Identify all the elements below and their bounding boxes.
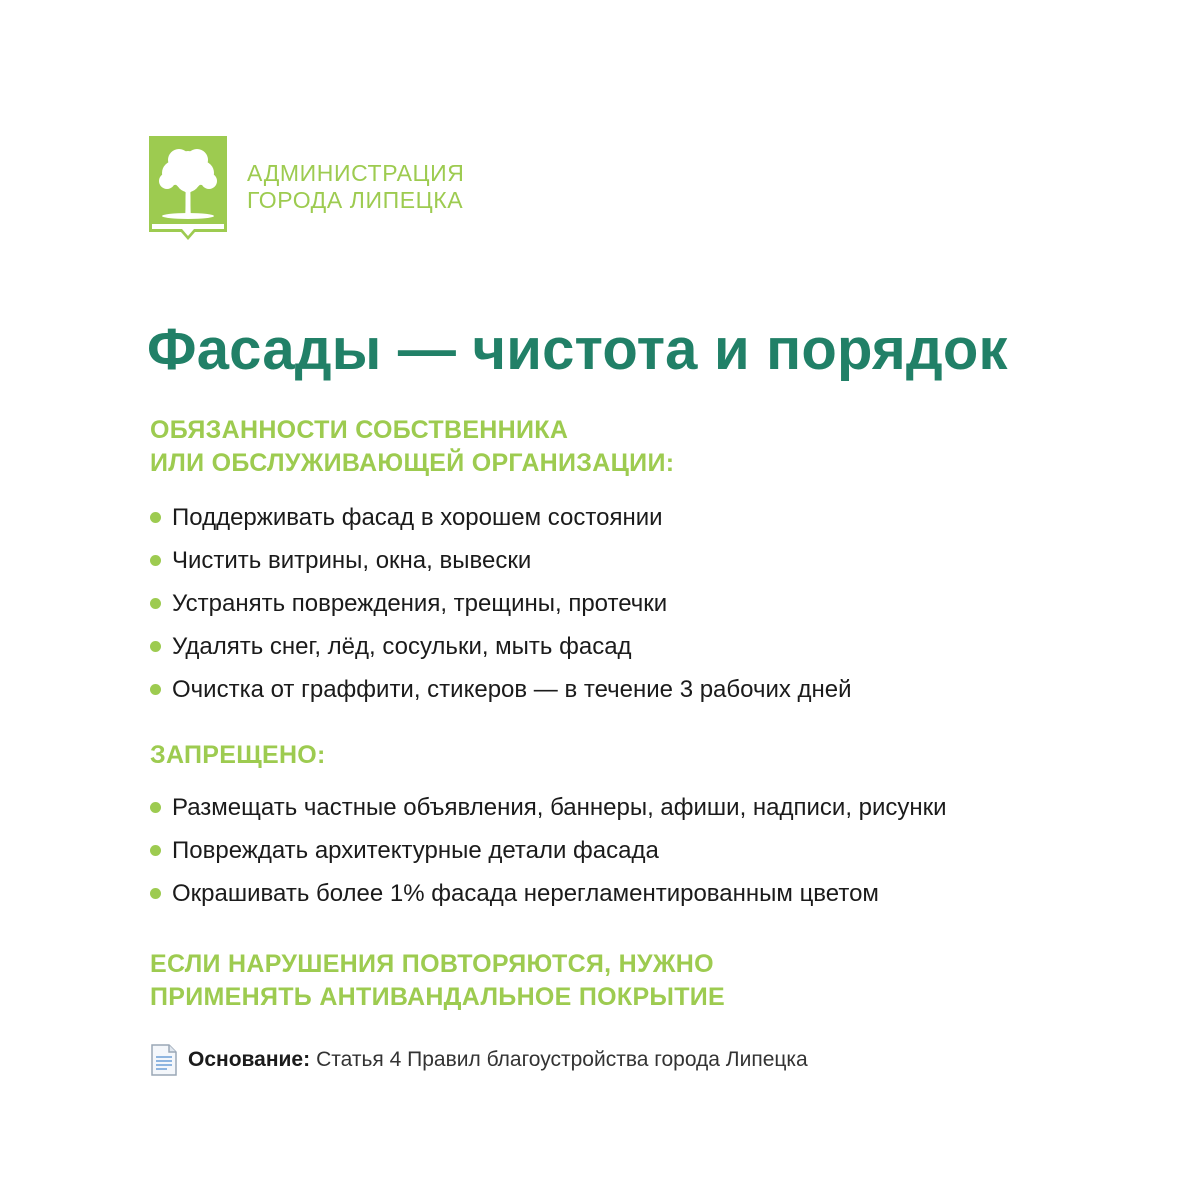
bullet-icon <box>150 684 161 695</box>
basis-footnote <box>150 1044 808 1076</box>
duties-heading <box>150 414 674 480</box>
duties-heading-line2: ИЛИ ОБСЛУЖИВАЮЩЕЙ ОРГАНИЗАЦИИ: <box>150 449 675 477</box>
prohibited-heading <box>150 739 326 772</box>
duties-heading-line1: ОБЯЗАННОСТИ СОБСТВЕННИКА <box>150 416 569 444</box>
bullet-icon <box>150 888 161 899</box>
prohibited-heading-text: ЗАПРЕЩЕНО: <box>150 741 326 769</box>
list-item-text: Повреждать архитектурные детали фасада <box>172 836 659 864</box>
organization-name-line2: ГОРОДА ЛИПЕЦКА <box>247 187 464 213</box>
tree-emblem-icon <box>149 136 227 242</box>
list-item-text: Очистка от граффити, стикеров — в течение 3 рабочих дней <box>172 675 852 703</box>
bullet-icon <box>150 598 161 609</box>
list-item <box>150 539 852 582</box>
bullet-icon <box>150 845 161 856</box>
organization-name <box>247 160 465 214</box>
prohibited-list <box>150 786 947 915</box>
list-item-text: Удалять снег, лёд, сосульки, мыть фасад <box>172 632 632 660</box>
list-item-text: Поддерживать фасад в хорошем состоянии <box>172 503 663 531</box>
list-item <box>150 625 852 668</box>
note-line1: ЕСЛИ НАРУШЕНИЯ ПОВТОРЯЮТСЯ, НУЖНО <box>150 950 714 978</box>
list-item <box>150 786 947 829</box>
duties-list <box>150 496 852 711</box>
basis-label: Основание: <box>188 1048 311 1071</box>
bullet-icon <box>150 641 161 652</box>
list-item-text: Окрашивать более 1% фасада нерегламентированным цветом <box>172 879 879 907</box>
list-item-text: Чистить витрины, окна, вывески <box>172 546 532 574</box>
document-icon <box>150 1044 178 1076</box>
bullet-icon <box>150 512 161 523</box>
list-item <box>150 829 947 872</box>
note-line2: ПРИМЕНЯТЬ АНТИВАНДАЛЬНОЕ ПОКРЫТИЕ <box>150 983 726 1011</box>
vandal-coating-note <box>150 948 725 1014</box>
page-title: Фасады — чистота и порядок <box>147 317 1008 382</box>
bullet-icon <box>150 555 161 566</box>
basis-text: Статья 4 Правил благоустройства города Липецка <box>316 1048 808 1071</box>
organization-name-line1: АДМИНИСТРАЦИЯ <box>247 160 465 186</box>
list-item <box>150 496 852 539</box>
list-item <box>150 872 947 915</box>
list-item <box>150 582 852 625</box>
list-item-text: Размещать частные объявления, баннеры, афиши, надписи, рисунки <box>172 793 947 821</box>
list-item-text: Устранять повреждения, трещины, протечки <box>172 589 668 617</box>
bullet-icon <box>150 802 161 813</box>
organization-logo <box>149 136 465 242</box>
list-item <box>150 668 852 711</box>
